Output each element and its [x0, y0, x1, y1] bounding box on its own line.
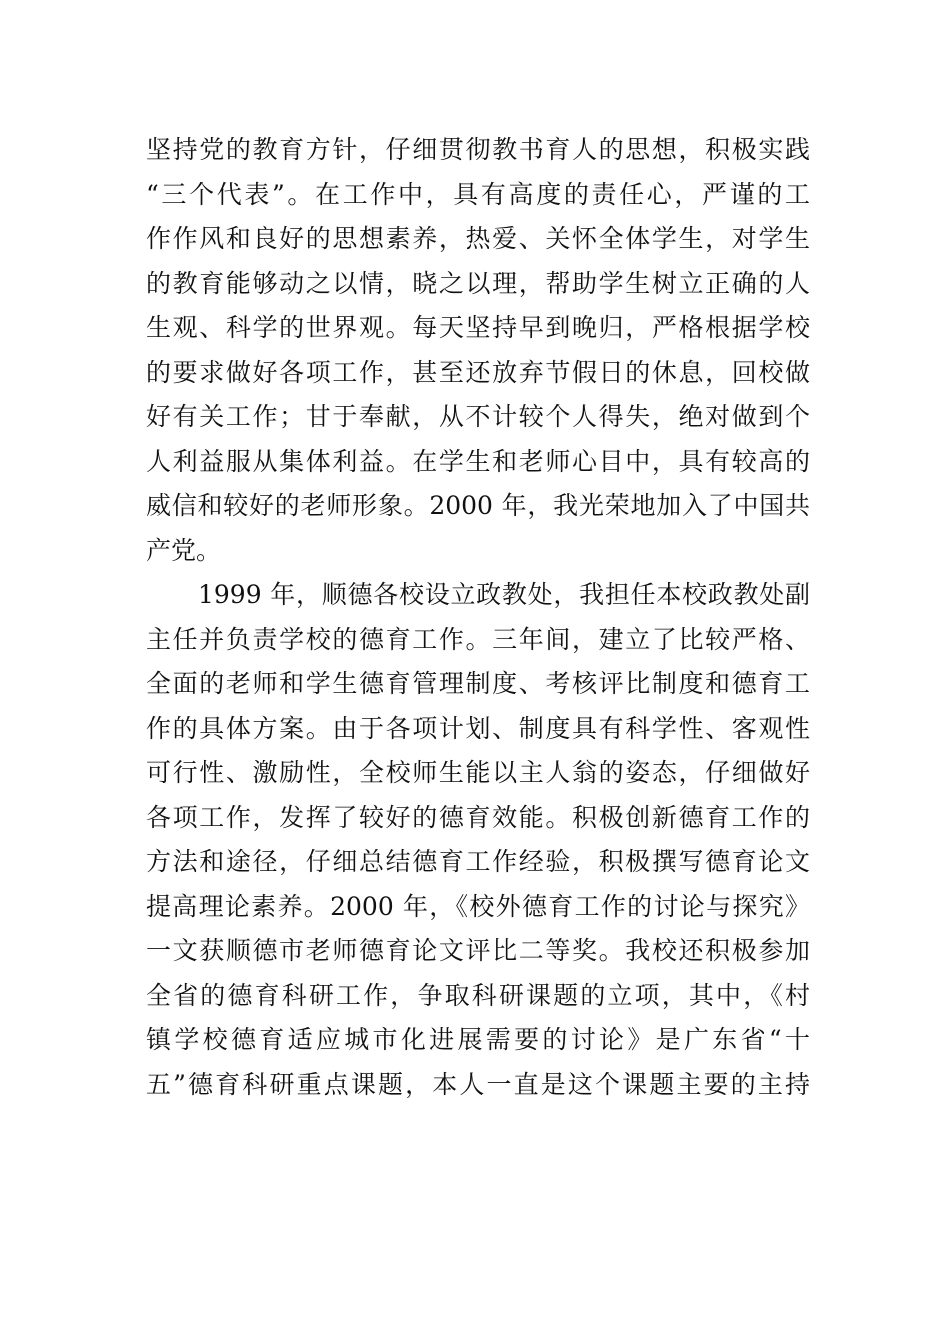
text-line: 主任并负责学校的德育工作。三年间，建立了比较严格、: [146, 624, 810, 654]
text-line: 作作风和良好的思想素养，热爱、关怀全体学生，对学生: [146, 224, 810, 253]
text-line: 全省的德育科研工作，争取科研课题的立项，其中，《村: [146, 980, 810, 1010]
text-line: 可行性、激励性，全校师生能以主人翁的姿态，仔细做好: [146, 758, 810, 787]
text-line: 提高理论素养。2000 年，《校外德育工作的讨论与探究》: [146, 891, 810, 921]
text-line: 方法和途径，仔细总结德育工作经验，积极撰写德育论文: [146, 847, 810, 876]
text-line: 镇学校德育适应城市化进展需要的讨论》是广东省“十: [146, 1025, 810, 1054]
text-line: 坚持党的教育方针，仔细贯彻教书育人的思想，积极实践: [146, 135, 810, 164]
text-line: 生观、科学的世界观。每天坚持早到晚归，严格根据学校: [146, 313, 810, 342]
text-line: 好有关工作；甘于奉献，从不计较个人得失，绝对做到个: [146, 402, 810, 431]
text-line: 作的具体方案。由于各项计划、制度具有科学性、客观性: [146, 713, 810, 743]
text-line: 的要求做好各项工作，甚至还放弃节假日的休息，回校做: [146, 357, 810, 387]
body-text: [146, 128, 810, 1107]
text-line: 1999 年，顺德各校设立政教处，我担任本校政教处副: [198, 580, 810, 609]
text-line: 各项工作，发挥了较好的德育效能。积极创新德育工作的: [146, 802, 810, 832]
text-line: 的教育能够动之以情，晓之以理，帮助学生树立正确的人: [146, 268, 810, 298]
text-line: 一文获顺德市老师德育论文评比二等奖。我校还积极参加: [146, 936, 810, 965]
text-line: 产党。: [146, 535, 222, 565]
text-line: 五”德育科研重点课题，本人一直是这个课题主要的主持: [146, 1069, 810, 1099]
text-line: 人利益服从集体利益。在学生和老师心目中，具有较高的: [146, 446, 810, 476]
text-line: 威信和较好的老师形象。2000 年，我光荣地加入了中国共: [146, 491, 810, 520]
text-line: 全面的老师和学生德育管理制度、考核评比制度和德育工: [146, 669, 810, 698]
text-line: “三个代表”。在工作中，具有高度的责任心，严谨的工: [146, 179, 810, 209]
paragraph-1: [146, 128, 810, 573]
paragraph-2: [146, 573, 810, 1107]
